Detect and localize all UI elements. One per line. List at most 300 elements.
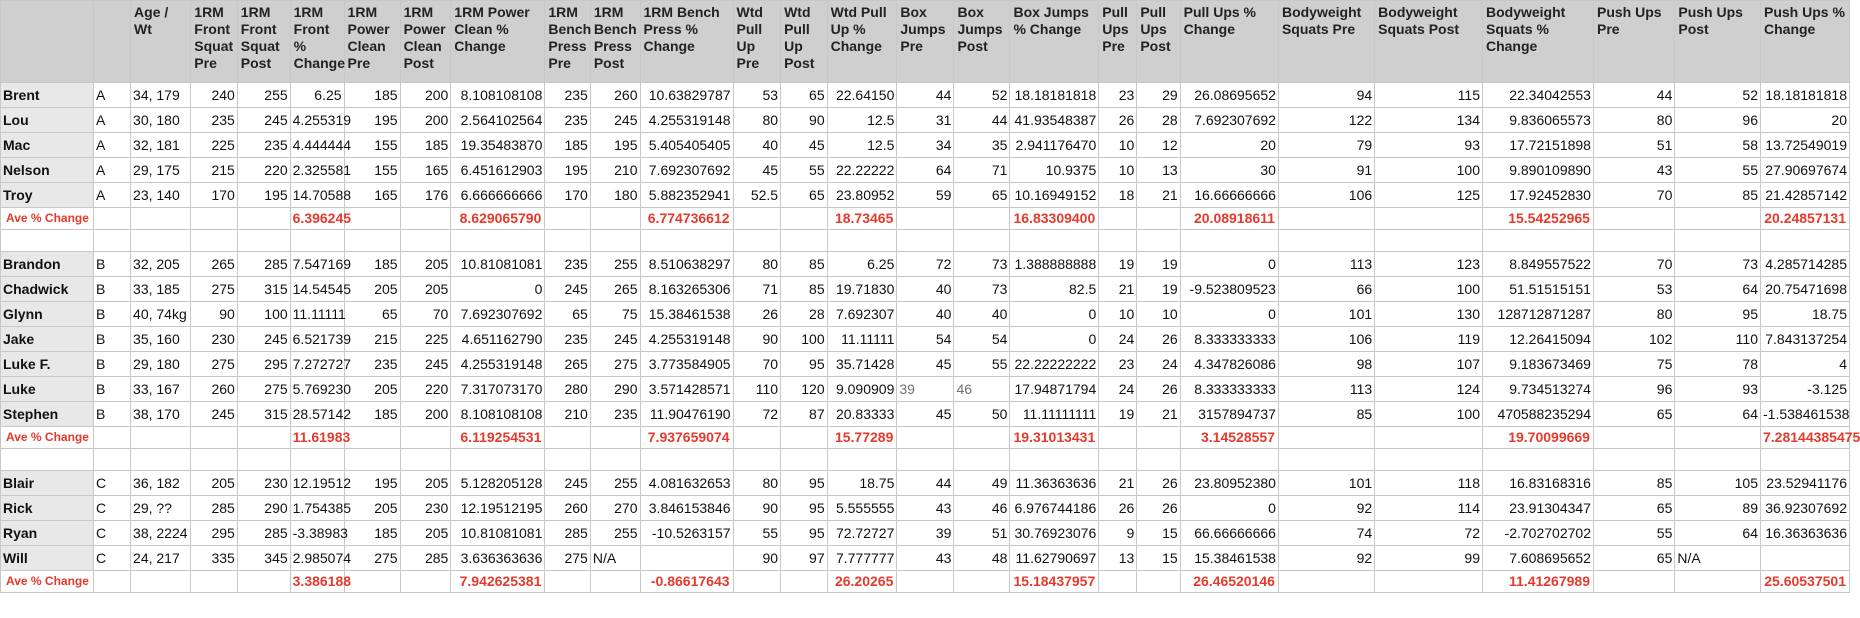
- column-header[interactable]: 1RM Power Clean Post: [400, 1, 451, 83]
- cell-pull-ups-pct-change[interactable]: 30: [1180, 158, 1278, 183]
- column-header[interactable]: Box Jumps Pre: [897, 1, 954, 83]
- cell-bodyweight-squats-pre[interactable]: 113: [1278, 252, 1374, 277]
- cell-pull-ups-post[interactable]: 10: [1137, 302, 1180, 327]
- cell-box-jumps-post[interactable]: 44: [954, 108, 1010, 133]
- cell-1rm-front-squat-post[interactable]: 245: [237, 327, 290, 352]
- cell-bodyweight-squats-pct-change[interactable]: 9.183673469: [1482, 352, 1593, 377]
- empty-cell[interactable]: [191, 449, 238, 471]
- average-value-pull-ups-post[interactable]: [1137, 427, 1180, 449]
- cell-box-jumps-pct-change[interactable]: 18.18181818: [1010, 83, 1099, 108]
- cell-1rm-power-clean-post[interactable]: 220: [400, 377, 451, 402]
- cell-pull-ups-pct-change[interactable]: 8.333333333: [1180, 377, 1278, 402]
- cell-1rm-power-clean-pre[interactable]: 215: [344, 327, 400, 352]
- empty-cell[interactable]: [290, 230, 344, 252]
- cell-push-ups-pre[interactable]: 96: [1593, 377, 1674, 402]
- average-value-age-wt[interactable]: [131, 571, 191, 593]
- cell-wtd-pull-up-post[interactable]: 87: [781, 402, 828, 427]
- cell-1rm-power-clean-pct-change[interactable]: 12.19512195: [451, 496, 545, 521]
- cell-pull-ups-pct-change[interactable]: 16.66666666: [1180, 183, 1278, 208]
- column-header[interactable]: Wtd Pull Up Pre: [733, 1, 781, 83]
- cell-push-ups-pre[interactable]: 43: [1593, 158, 1674, 183]
- average-value-1rm-power-clean-post[interactable]: [400, 427, 451, 449]
- cell-1rm-bench-press-pre[interactable]: 235: [545, 252, 590, 277]
- cell-pull-ups-pre[interactable]: 23: [1099, 83, 1137, 108]
- cell-box-jumps-post[interactable]: 48: [954, 546, 1010, 571]
- empty-cell[interactable]: [1, 230, 94, 252]
- cell-wtd-pull-up-post[interactable]: 45: [781, 133, 828, 158]
- cell-pull-ups-pre[interactable]: 26: [1099, 496, 1137, 521]
- cell-1rm-front-squat-pre[interactable]: 265: [191, 252, 238, 277]
- cell-1rm-bench-press-pct-change[interactable]: 5.405405405: [640, 133, 733, 158]
- average-value-1rm-front-squat-pre[interactable]: [191, 208, 238, 230]
- cell-1rm-power-clean-post[interactable]: 185: [400, 133, 451, 158]
- cell-pull-ups-pre[interactable]: 18: [1099, 183, 1137, 208]
- empty-cell[interactable]: [781, 449, 828, 471]
- empty-cell[interactable]: [1010, 230, 1099, 252]
- cell-1rm-front-squat-pre[interactable]: 275: [191, 352, 238, 377]
- cell-wtd-pull-up-post[interactable]: 85: [781, 252, 828, 277]
- cell-1rm-bench-press-pre[interactable]: 260: [545, 496, 590, 521]
- empty-cell[interactable]: [1, 449, 94, 471]
- average-value-1rm-front-pct-change[interactable]: 3.386188: [290, 571, 344, 593]
- cell-wtd-pull-up-pct-change[interactable]: 18.75: [827, 471, 897, 496]
- empty-cell[interactable]: [451, 230, 545, 252]
- cell-1rm-front-pct-change[interactable]: 1.754385: [290, 496, 344, 521]
- cell-bodyweight-squats-pct-change[interactable]: 17.72151898: [1482, 133, 1593, 158]
- cell-1rm-bench-press-post[interactable]: 235: [590, 402, 640, 427]
- cell-1rm-bench-press-pre[interactable]: 185: [545, 133, 590, 158]
- average-value-1rm-bench-press-pct-change[interactable]: -0.86617643: [640, 571, 733, 593]
- cell-push-ups-pct-change[interactable]: 13.72549019: [1761, 133, 1850, 158]
- average-value-age-wt[interactable]: [131, 208, 191, 230]
- average-value-pull-ups-pre[interactable]: [1099, 208, 1137, 230]
- group-cell[interactable]: B: [94, 352, 131, 377]
- cell-1rm-front-pct-change[interactable]: 11.11111: [290, 302, 344, 327]
- average-value-wtd-pull-up-pre[interactable]: [733, 208, 781, 230]
- column-header[interactable]: Pull Ups Post: [1137, 1, 1180, 83]
- cell-pull-ups-post[interactable]: 21: [1137, 183, 1180, 208]
- average-label[interactable]: Ave % Change: [1, 571, 94, 593]
- cell-box-jumps-pre[interactable]: 45: [897, 402, 954, 427]
- cell-push-ups-pct-change[interactable]: 18.18181818: [1761, 83, 1850, 108]
- cell-bodyweight-squats-post[interactable]: 114: [1375, 496, 1483, 521]
- cell-bodyweight-squats-pre[interactable]: 92: [1278, 496, 1374, 521]
- cell-1rm-bench-press-post[interactable]: 210: [590, 158, 640, 183]
- cell-1rm-bench-press-pct-change[interactable]: 4.081632653: [640, 471, 733, 496]
- cell-wtd-pull-up-pct-change[interactable]: 20.83333: [827, 402, 897, 427]
- cell-wtd-pull-up-post[interactable]: 28: [781, 302, 828, 327]
- cell-bodyweight-squats-pct-change[interactable]: 17.92452830: [1482, 183, 1593, 208]
- cell-1rm-power-clean-pct-change[interactable]: 7.692307692: [451, 302, 545, 327]
- empty-cell[interactable]: [1761, 230, 1850, 252]
- cell-bodyweight-squats-post[interactable]: 100: [1375, 277, 1483, 302]
- cell-box-jumps-pct-change[interactable]: 10.9375: [1010, 158, 1099, 183]
- cell-wtd-pull-up-pre[interactable]: 40: [733, 133, 781, 158]
- empty-cell[interactable]: [1761, 449, 1850, 471]
- cell-box-jumps-post[interactable]: 73: [954, 277, 1010, 302]
- cell-wtd-pull-up-pct-change[interactable]: 12.5: [827, 108, 897, 133]
- average-value-pull-ups-pct-change[interactable]: 3.14528557: [1180, 427, 1278, 449]
- group-cell[interactable]: B: [94, 377, 131, 402]
- cell-1rm-bench-press-post[interactable]: 245: [590, 327, 640, 352]
- cell-1rm-front-squat-post[interactable]: 100: [237, 302, 290, 327]
- cell-box-jumps-pre[interactable]: 39: [897, 377, 954, 402]
- age-weight-cell[interactable]: 30, 180: [131, 108, 191, 133]
- average-value-col-1[interactable]: [94, 427, 131, 449]
- cell-pull-ups-post[interactable]: 24: [1137, 352, 1180, 377]
- average-value-1rm-power-clean-pre[interactable]: [344, 571, 400, 593]
- empty-cell[interactable]: [1137, 230, 1180, 252]
- cell-bodyweight-squats-pre[interactable]: 91: [1278, 158, 1374, 183]
- cell-push-ups-pre[interactable]: 55: [1593, 521, 1674, 546]
- cell-1rm-power-clean-pre[interactable]: 205: [344, 496, 400, 521]
- average-value-1rm-front-squat-post[interactable]: [237, 427, 290, 449]
- cell-1rm-bench-press-pre[interactable]: 275: [545, 546, 590, 571]
- empty-cell[interactable]: [590, 449, 640, 471]
- athlete-name[interactable]: Brent: [1, 83, 94, 108]
- cell-box-jumps-post[interactable]: 55: [954, 352, 1010, 377]
- cell-box-jumps-post[interactable]: 40: [954, 302, 1010, 327]
- empty-cell[interactable]: [545, 449, 590, 471]
- cell-box-jumps-pct-change[interactable]: 1.388888888: [1010, 252, 1099, 277]
- cell-1rm-front-squat-pre[interactable]: 295: [191, 521, 238, 546]
- age-weight-cell[interactable]: 29, 180: [131, 352, 191, 377]
- average-value-1rm-power-clean-pct-change[interactable]: 6.119254531: [451, 427, 545, 449]
- cell-pull-ups-pct-change[interactable]: 0: [1180, 302, 1278, 327]
- cell-pull-ups-pct-change[interactable]: 23.80952380: [1180, 471, 1278, 496]
- cell-wtd-pull-up-post[interactable]: 95: [781, 352, 828, 377]
- cell-1rm-power-clean-pct-change[interactable]: 10.81081081: [451, 252, 545, 277]
- cell-1rm-bench-press-post[interactable]: 180: [590, 183, 640, 208]
- cell-bodyweight-squats-pre[interactable]: 79: [1278, 133, 1374, 158]
- cell-wtd-pull-up-pre[interactable]: 70: [733, 352, 781, 377]
- average-value-1rm-power-clean-post[interactable]: [400, 208, 451, 230]
- cell-bodyweight-squats-pre[interactable]: 66: [1278, 277, 1374, 302]
- athlete-name[interactable]: Brandon: [1, 252, 94, 277]
- average-value-box-jumps-pct-change[interactable]: 16.83309400: [1010, 208, 1099, 230]
- empty-cell[interactable]: [1099, 230, 1137, 252]
- column-header[interactable]: 1RM Front Squat Post: [237, 1, 290, 83]
- cell-1rm-power-clean-pre[interactable]: 275: [344, 546, 400, 571]
- average-value-box-jumps-pct-change[interactable]: 15.18437957: [1010, 571, 1099, 593]
- cell-box-jumps-post[interactable]: 51: [954, 521, 1010, 546]
- cell-wtd-pull-up-post[interactable]: 120: [781, 377, 828, 402]
- cell-1rm-front-pct-change[interactable]: 2.985074: [290, 546, 344, 571]
- cell-1rm-bench-press-pct-change[interactable]: 3.773584905: [640, 352, 733, 377]
- age-weight-cell[interactable]: 38, 2224: [131, 521, 191, 546]
- cell-wtd-pull-up-pct-change[interactable]: 35.71428: [827, 352, 897, 377]
- cell-box-jumps-post[interactable]: 71: [954, 158, 1010, 183]
- cell-wtd-pull-up-post[interactable]: 95: [781, 521, 828, 546]
- average-value-pull-ups-post[interactable]: [1137, 208, 1180, 230]
- cell-pull-ups-post[interactable]: 29: [1137, 83, 1180, 108]
- empty-cell[interactable]: [94, 230, 131, 252]
- cell-wtd-pull-up-post[interactable]: 100: [781, 327, 828, 352]
- cell-1rm-power-clean-pct-change[interactable]: 2.564102564: [451, 108, 545, 133]
- cell-1rm-power-clean-pre[interactable]: 185: [344, 402, 400, 427]
- cell-box-jumps-post[interactable]: 54: [954, 327, 1010, 352]
- average-value-age-wt[interactable]: [131, 427, 191, 449]
- empty-cell[interactable]: [827, 230, 897, 252]
- cell-push-ups-pct-change[interactable]: 7.843137254: [1761, 327, 1850, 352]
- cell-1rm-bench-press-pre[interactable]: 235: [545, 108, 590, 133]
- group-cell[interactable]: A: [94, 158, 131, 183]
- cell-bodyweight-squats-post[interactable]: 99: [1375, 546, 1483, 571]
- cell-push-ups-post[interactable]: N/A: [1675, 546, 1761, 571]
- cell-1rm-front-squat-post[interactable]: 315: [237, 402, 290, 427]
- cell-push-ups-post[interactable]: 105: [1675, 471, 1761, 496]
- cell-push-ups-pct-change[interactable]: 4.285714285: [1761, 252, 1850, 277]
- empty-cell[interactable]: [640, 449, 733, 471]
- cell-bodyweight-squats-post[interactable]: 72: [1375, 521, 1483, 546]
- cell-pull-ups-post[interactable]: 28: [1137, 108, 1180, 133]
- cell-bodyweight-squats-pre[interactable]: 98: [1278, 352, 1374, 377]
- cell-wtd-pull-up-post[interactable]: 95: [781, 471, 828, 496]
- cell-push-ups-pct-change[interactable]: -1.538461538: [1761, 402, 1850, 427]
- cell-1rm-bench-press-post[interactable]: N/A: [590, 546, 640, 571]
- average-value-1rm-power-clean-pre[interactable]: [344, 427, 400, 449]
- cell-box-jumps-pre[interactable]: 43: [897, 496, 954, 521]
- cell-bodyweight-squats-pct-change[interactable]: 22.34042553: [1482, 83, 1593, 108]
- column-header[interactable]: Pull Ups % Change: [1180, 1, 1278, 83]
- cell-1rm-front-squat-post[interactable]: 230: [237, 471, 290, 496]
- cell-1rm-bench-press-pct-change[interactable]: 4.255319148: [640, 108, 733, 133]
- cell-1rm-bench-press-pre[interactable]: 265: [545, 352, 590, 377]
- cell-push-ups-pre[interactable]: 70: [1593, 252, 1674, 277]
- cell-wtd-pull-up-post[interactable]: 65: [781, 83, 828, 108]
- cell-bodyweight-squats-pre[interactable]: 74: [1278, 521, 1374, 546]
- average-value-wtd-pull-up-pre[interactable]: [733, 571, 781, 593]
- cell-1rm-power-clean-post[interactable]: 176: [400, 183, 451, 208]
- cell-bodyweight-squats-pre[interactable]: 106: [1278, 327, 1374, 352]
- cell-1rm-power-clean-pre[interactable]: 205: [344, 277, 400, 302]
- cell-box-jumps-post[interactable]: 73: [954, 252, 1010, 277]
- empty-cell[interactable]: [1675, 449, 1761, 471]
- cell-box-jumps-pre[interactable]: 31: [897, 108, 954, 133]
- cell-1rm-front-squat-pre[interactable]: 170: [191, 183, 238, 208]
- cell-1rm-front-pct-change[interactable]: -3.38983: [290, 521, 344, 546]
- cell-wtd-pull-up-pct-change[interactable]: 9.090909: [827, 377, 897, 402]
- cell-1rm-power-clean-pre[interactable]: 165: [344, 183, 400, 208]
- empty-cell[interactable]: [640, 230, 733, 252]
- cell-pull-ups-pct-change[interactable]: 20: [1180, 133, 1278, 158]
- cell-1rm-bench-press-pct-change[interactable]: 3.571428571: [640, 377, 733, 402]
- cell-pull-ups-pct-change[interactable]: 4.347826086: [1180, 352, 1278, 377]
- cell-bodyweight-squats-post[interactable]: 93: [1375, 133, 1483, 158]
- cell-1rm-bench-press-pre[interactable]: 210: [545, 402, 590, 427]
- cell-wtd-pull-up-pre[interactable]: 52.5: [733, 183, 781, 208]
- cell-1rm-power-clean-pct-change[interactable]: 5.128205128: [451, 471, 545, 496]
- average-value-1rm-bench-press-pct-change[interactable]: 7.937659074: [640, 427, 733, 449]
- column-header[interactable]: 1RM Bench Press Pre: [545, 1, 590, 83]
- empty-cell[interactable]: [191, 230, 238, 252]
- average-value-1rm-bench-press-post[interactable]: [590, 208, 640, 230]
- cell-pull-ups-pct-change[interactable]: 7.692307692: [1180, 108, 1278, 133]
- average-value-box-jumps-post[interactable]: [954, 571, 1010, 593]
- athlete-name[interactable]: Luke F.: [1, 352, 94, 377]
- cell-1rm-front-squat-pre[interactable]: 90: [191, 302, 238, 327]
- cell-1rm-power-clean-pre[interactable]: 155: [344, 158, 400, 183]
- cell-wtd-pull-up-pct-change[interactable]: 22.64150: [827, 83, 897, 108]
- cell-1rm-front-squat-pre[interactable]: 240: [191, 83, 238, 108]
- cell-bodyweight-squats-pct-change[interactable]: 51.51515151: [1482, 277, 1593, 302]
- cell-1rm-bench-press-pre[interactable]: 235: [545, 83, 590, 108]
- cell-1rm-power-clean-post[interactable]: 205: [400, 521, 451, 546]
- cell-wtd-pull-up-post[interactable]: 95: [781, 496, 828, 521]
- cell-bodyweight-squats-pct-change[interactable]: 16.83168316: [1482, 471, 1593, 496]
- cell-1rm-front-squat-post[interactable]: 285: [237, 252, 290, 277]
- cell-1rm-power-clean-post[interactable]: 200: [400, 83, 451, 108]
- cell-1rm-bench-press-pct-change[interactable]: 10.63829787: [640, 83, 733, 108]
- cell-1rm-front-pct-change[interactable]: 2.325581: [290, 158, 344, 183]
- cell-1rm-front-pct-change[interactable]: 6.25: [290, 83, 344, 108]
- cell-box-jumps-pre[interactable]: 44: [897, 471, 954, 496]
- athlete-name[interactable]: Mac: [1, 133, 94, 158]
- cell-pull-ups-pct-change[interactable]: -9.523809523: [1180, 277, 1278, 302]
- cell-1rm-power-clean-pct-change[interactable]: 19.35483870: [451, 133, 545, 158]
- cell-box-jumps-pre[interactable]: 45: [897, 352, 954, 377]
- empty-cell[interactable]: [344, 449, 400, 471]
- cell-wtd-pull-up-pre[interactable]: 80: [733, 108, 781, 133]
- athlete-name[interactable]: Nelson: [1, 158, 94, 183]
- cell-1rm-front-squat-post[interactable]: 295: [237, 352, 290, 377]
- cell-box-jumps-pct-change[interactable]: 17.94871794: [1010, 377, 1099, 402]
- cell-pull-ups-pre[interactable]: 10: [1099, 158, 1137, 183]
- cell-push-ups-pct-change[interactable]: 20.75471698: [1761, 277, 1850, 302]
- cell-1rm-bench-press-pre[interactable]: 235: [545, 327, 590, 352]
- cell-box-jumps-post[interactable]: 46: [954, 496, 1010, 521]
- empty-cell[interactable]: [1099, 449, 1137, 471]
- empty-cell[interactable]: [400, 230, 451, 252]
- cell-pull-ups-post[interactable]: 26: [1137, 496, 1180, 521]
- average-value-wtd-pull-up-post[interactable]: [781, 571, 828, 593]
- group-cell[interactable]: B: [94, 327, 131, 352]
- group-cell[interactable]: B: [94, 277, 131, 302]
- cell-wtd-pull-up-post[interactable]: 85: [781, 277, 828, 302]
- cell-push-ups-pct-change[interactable]: 23.52941176: [1761, 471, 1850, 496]
- cell-push-ups-pre[interactable]: 65: [1593, 402, 1674, 427]
- cell-1rm-power-clean-post[interactable]: 245: [400, 352, 451, 377]
- average-value-bodyweight-squats-post[interactable]: [1375, 427, 1483, 449]
- empty-cell[interactable]: [1675, 230, 1761, 252]
- cell-bodyweight-squats-pre[interactable]: 94: [1278, 83, 1374, 108]
- cell-wtd-pull-up-post[interactable]: 97: [781, 546, 828, 571]
- cell-bodyweight-squats-pct-change[interactable]: -2.702702702: [1482, 521, 1593, 546]
- average-value-1rm-bench-press-pre[interactable]: [545, 208, 590, 230]
- average-value-bodyweight-squats-post[interactable]: [1375, 571, 1483, 593]
- empty-cell[interactable]: [1593, 449, 1674, 471]
- cell-wtd-pull-up-pre[interactable]: 90: [733, 496, 781, 521]
- cell-1rm-bench-press-pre[interactable]: 285: [545, 521, 590, 546]
- group-cell[interactable]: B: [94, 402, 131, 427]
- cell-box-jumps-pre[interactable]: 54: [897, 327, 954, 352]
- cell-1rm-power-clean-pre[interactable]: 65: [344, 302, 400, 327]
- group-cell[interactable]: C: [94, 496, 131, 521]
- cell-push-ups-pre[interactable]: 65: [1593, 546, 1674, 571]
- column-header[interactable]: 1RM Power Clean % Change: [451, 1, 545, 83]
- cell-1rm-power-clean-pct-change[interactable]: 8.108108108: [451, 402, 545, 427]
- cell-wtd-pull-up-pct-change[interactable]: 22.22222: [827, 158, 897, 183]
- average-value-1rm-front-squat-pre[interactable]: [191, 571, 238, 593]
- cell-bodyweight-squats-post[interactable]: 123: [1375, 252, 1483, 277]
- column-header[interactable]: Push Ups Pre: [1593, 1, 1674, 83]
- age-weight-cell[interactable]: 34, 179: [131, 83, 191, 108]
- cell-wtd-pull-up-pct-change[interactable]: 6.25: [827, 252, 897, 277]
- column-header[interactable]: Bodyweight Squats Post: [1375, 1, 1483, 83]
- cell-wtd-pull-up-post[interactable]: 55: [781, 158, 828, 183]
- column-header[interactable]: [94, 1, 131, 83]
- empty-cell[interactable]: [1375, 230, 1483, 252]
- cell-1rm-bench-press-pct-change[interactable]: 11.90476190: [640, 402, 733, 427]
- cell-bodyweight-squats-post[interactable]: 118: [1375, 471, 1483, 496]
- cell-1rm-bench-press-pre[interactable]: 65: [545, 302, 590, 327]
- cell-bodyweight-squats-pre[interactable]: 106: [1278, 183, 1374, 208]
- cell-wtd-pull-up-pre[interactable]: 90: [733, 546, 781, 571]
- average-value-bodyweight-squats-pct-change[interactable]: 11.41267989: [1482, 571, 1593, 593]
- average-value-wtd-pull-up-post[interactable]: [781, 208, 828, 230]
- athlete-name[interactable]: Rick: [1, 496, 94, 521]
- empty-cell[interactable]: [1278, 230, 1374, 252]
- cell-box-jumps-pct-change[interactable]: 22.22222222: [1010, 352, 1099, 377]
- cell-1rm-power-clean-post[interactable]: 205: [400, 277, 451, 302]
- cell-push-ups-post[interactable]: 78: [1675, 352, 1761, 377]
- age-weight-cell[interactable]: 24, 217: [131, 546, 191, 571]
- age-weight-cell[interactable]: 32, 205: [131, 252, 191, 277]
- average-value-pull-ups-post[interactable]: [1137, 571, 1180, 593]
- empty-cell[interactable]: [545, 230, 590, 252]
- cell-box-jumps-pre[interactable]: 40: [897, 302, 954, 327]
- cell-box-jumps-pre[interactable]: 43: [897, 546, 954, 571]
- cell-1rm-front-squat-post[interactable]: 195: [237, 183, 290, 208]
- cell-1rm-bench-press-pct-change[interactable]: 8.163265306: [640, 277, 733, 302]
- cell-push-ups-pre[interactable]: 51: [1593, 133, 1674, 158]
- cell-box-jumps-pre[interactable]: 44: [897, 83, 954, 108]
- age-weight-cell[interactable]: 33, 185: [131, 277, 191, 302]
- cell-1rm-power-clean-post[interactable]: 200: [400, 108, 451, 133]
- average-value-box-jumps-post[interactable]: [954, 208, 1010, 230]
- cell-1rm-front-squat-post[interactable]: 315: [237, 277, 290, 302]
- cell-1rm-bench-press-post[interactable]: 195: [590, 133, 640, 158]
- average-value-1rm-bench-press-pre[interactable]: [545, 427, 590, 449]
- average-label[interactable]: Ave % Change: [1, 427, 94, 449]
- cell-1rm-bench-press-post[interactable]: 255: [590, 471, 640, 496]
- cell-push-ups-pre[interactable]: 65: [1593, 496, 1674, 521]
- cell-bodyweight-squats-pre[interactable]: 101: [1278, 471, 1374, 496]
- empty-cell[interactable]: [954, 230, 1010, 252]
- cell-1rm-power-clean-pre[interactable]: 195: [344, 108, 400, 133]
- cell-bodyweight-squats-pre[interactable]: 85: [1278, 402, 1374, 427]
- cell-box-jumps-pct-change[interactable]: 41.93548387: [1010, 108, 1099, 133]
- cell-push-ups-pre[interactable]: 70: [1593, 183, 1674, 208]
- cell-1rm-front-squat-post[interactable]: 245: [237, 108, 290, 133]
- cell-1rm-front-squat-post[interactable]: 235: [237, 133, 290, 158]
- cell-wtd-pull-up-pre[interactable]: 45: [733, 158, 781, 183]
- cell-wtd-pull-up-pct-change[interactable]: 12.5: [827, 133, 897, 158]
- cell-wtd-pull-up-pre[interactable]: 71: [733, 277, 781, 302]
- empty-cell[interactable]: [237, 230, 290, 252]
- group-cell[interactable]: C: [94, 521, 131, 546]
- average-value-wtd-pull-up-pct-change[interactable]: 15.77289: [827, 427, 897, 449]
- cell-1rm-front-squat-post[interactable]: 255: [237, 83, 290, 108]
- empty-cell[interactable]: [1482, 449, 1593, 471]
- cell-1rm-front-squat-pre[interactable]: 215: [191, 158, 238, 183]
- cell-push-ups-pct-change[interactable]: 16.36363636: [1761, 521, 1850, 546]
- cell-1rm-front-pct-change[interactable]: 6.521739: [290, 327, 344, 352]
- cell-1rm-front-squat-pre[interactable]: 245: [191, 402, 238, 427]
- average-value-wtd-pull-up-post[interactable]: [781, 427, 828, 449]
- empty-cell[interactable]: [1137, 449, 1180, 471]
- cell-bodyweight-squats-post[interactable]: 115: [1375, 83, 1483, 108]
